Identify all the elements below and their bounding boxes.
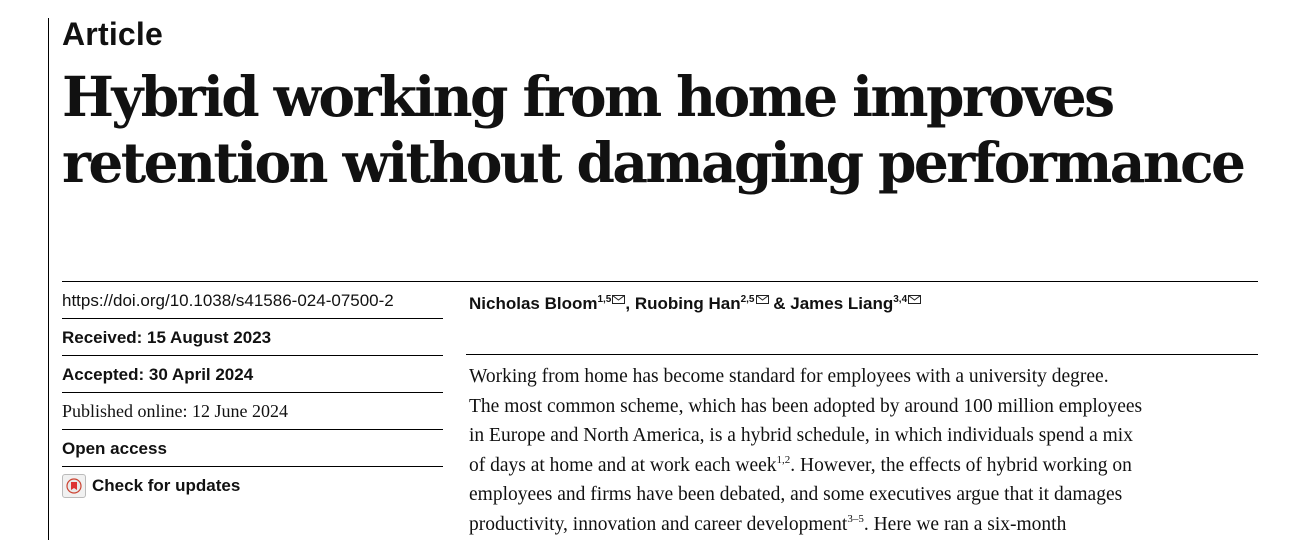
check-for-updates-label: Check for updates bbox=[92, 476, 241, 495]
meta-divider-3 bbox=[62, 392, 443, 393]
author-separator: , bbox=[625, 294, 635, 313]
title-line-1: Hybrid working from home improves bbox=[62, 64, 1113, 129]
top-divider bbox=[62, 281, 1258, 282]
reference-link[interactable]: 3–5 bbox=[847, 512, 864, 525]
accepted-date: Accepted: 30 April 2024 bbox=[62, 365, 254, 384]
abstract-line bbox=[469, 510, 1269, 540]
abstract-line: The most common scheme, which has been adopted by around 100 million employees bbox=[469, 395, 1143, 417]
author-3-affiliation: 3,4 bbox=[893, 294, 908, 305]
author-2-affiliation: 2,5 bbox=[740, 294, 755, 305]
author-2-name: Ruobing Han bbox=[634, 294, 741, 313]
reference-link[interactable]: 1,2 bbox=[776, 453, 791, 466]
abstract-text-segment: . Here we ran a six-month bbox=[863, 513, 1067, 535]
author-3-name: James Liang bbox=[790, 294, 894, 313]
meta-divider-1 bbox=[62, 318, 443, 319]
author-3[interactable] bbox=[790, 294, 921, 313]
open-access-label: Open access bbox=[62, 439, 167, 458]
abstract-text-segment: productivity, innovation and career development bbox=[469, 513, 848, 535]
author-list bbox=[469, 289, 921, 314]
meta-divider-4 bbox=[62, 429, 443, 430]
published-date: Published online: 12 June 2024 bbox=[62, 401, 288, 421]
title-line-2: retention without damaging performance bbox=[62, 130, 1244, 195]
abstract-text-segment: . However, the effects of hybrid working on bbox=[790, 454, 1132, 476]
doi-link[interactable]: https://doi.org/10.1038/s41586-024-07500-2 bbox=[62, 291, 394, 310]
meta-divider-2 bbox=[62, 355, 443, 356]
author-2[interactable] bbox=[635, 294, 769, 313]
received-date: Received: 15 August 2023 bbox=[62, 328, 272, 347]
abstract-text bbox=[469, 362, 1269, 540]
abstract-line bbox=[469, 451, 1269, 481]
author-separator: & bbox=[768, 294, 791, 313]
author-1-name: Nicholas Bloom bbox=[469, 294, 598, 313]
article-title bbox=[62, 64, 1262, 196]
article-type-label: Article bbox=[62, 16, 163, 52]
abstract-divider bbox=[466, 354, 1258, 355]
abstract-line: Working from home has become standard for employees with a university degree. bbox=[469, 366, 1109, 387]
author-1-affiliation: 1,5 bbox=[597, 294, 612, 305]
check-for-updates-icon bbox=[62, 474, 86, 498]
author-1[interactable] bbox=[469, 294, 625, 313]
envelope-icon[interactable] bbox=[756, 289, 769, 309]
abstract-line: in Europe and North America, is a hybrid schedule, in which individuals spend a mix bbox=[469, 425, 1133, 447]
meta-divider-5 bbox=[62, 466, 443, 467]
check-for-updates-button[interactable] bbox=[62, 474, 240, 498]
envelope-icon[interactable] bbox=[908, 289, 921, 309]
left-vertical-rule bbox=[48, 18, 49, 540]
abstract-line: employees and firms have been debated, and some executives argue that it damages bbox=[469, 484, 1123, 506]
abstract-text-segment: of days at home and at work each week bbox=[469, 454, 777, 476]
envelope-icon[interactable] bbox=[612, 289, 625, 309]
